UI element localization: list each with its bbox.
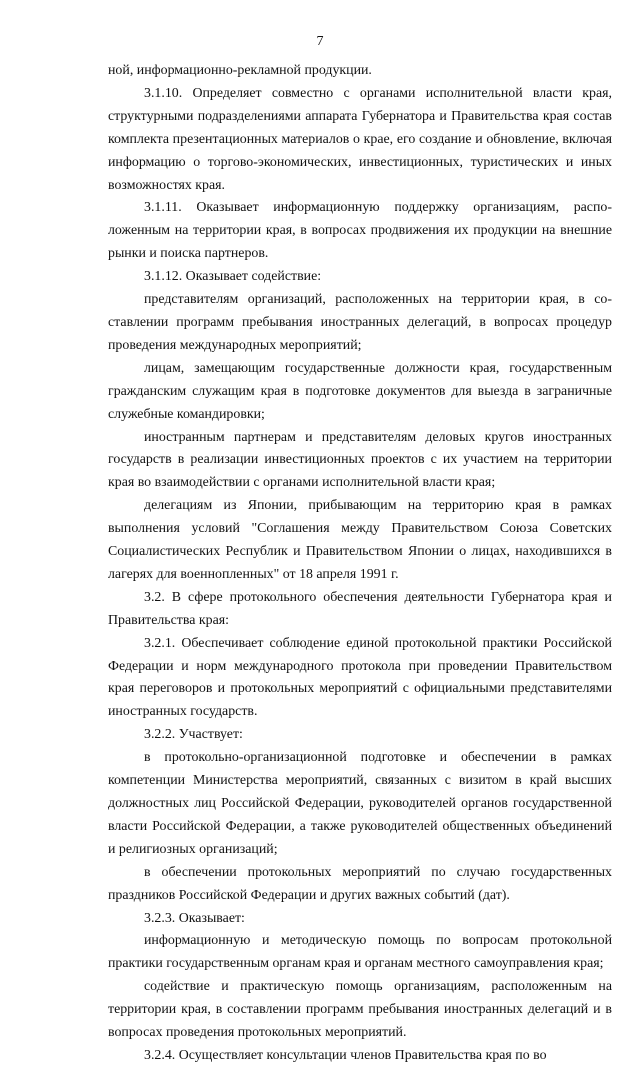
paragraph: делегациям из Японии, прибывающим на территорию края в рамках выполнения условий "Соглашения между Правительством Союза Советских Социалистических Республик и Правительством Японии о лицах, находившихся в лагерях для военнопленных" от 18 апреля 1991 г. xyxy=(108,498,612,582)
paragraph: в обеспечении протокольных мероприятий по случаю государственных праздников Российской Федерации и других важных событий (дат). xyxy=(108,864,612,903)
paragraph: содействие и практическую помощь организациям, расположенным на территории края, в составлении программ пребывания иностранных делегаций и в вопросах проведения протокольных мероприятий. xyxy=(108,979,612,1041)
paragraph: 3.1.11. Оказывает информационную поддержку организациям, расположенным на территории края, в вопросах продвижения их продукции на внешние рынки и поиска партнеров. xyxy=(108,200,612,262)
paragraph: иностранным партнерам и представителям деловых кругов иностранных государств в реализации инвестиционных проектов с их участием на территории края во взаимодействии с органами исполнительной власти края; xyxy=(108,429,612,491)
paragraph: 3.1.10. Определяет совместно с органами исполнительной власти края, структурными подразделениями аппарата Губернатора и Правительства края состав комплекта презентационных материалов о крае, его создание и обновление, включая информацию о торгово-экономических, инвестиционных, туристических и иных возможностях края. xyxy=(108,85,612,193)
paragraph: информационную и методическую помощь по вопросам протокольной практики государственным органам края и органам местного самоуправления края; xyxy=(108,933,612,972)
paragraph: 3.2.4. Осуществляет консультации членов Правительства края по во xyxy=(144,1047,547,1063)
paragraph: 3.2. В сфере протокольного обеспечения деятельности Губернатора края и Правительства края: xyxy=(108,589,612,628)
paragraph: ной, информационно-рекламной продукции. xyxy=(108,63,372,78)
paragraph: 3.2.2. Участвует: xyxy=(144,727,243,743)
document-body xyxy=(108,60,612,1068)
paragraph: 3.1.12. Оказывает содействие: xyxy=(144,269,322,285)
paragraph: лицам, замещающим государственные должности края, государственным гражданским служащим края в подготовке документов для выезда в заграничные служебные командировки; xyxy=(108,360,612,422)
paragraph: 3.2.3. Оказывает: xyxy=(144,910,245,926)
paragraph: в протокольно-организационной подготовке и обеспечении в рамках компетенции Министерства мероприятий, связанных с визитом в край высших должностных лиц Российской Федерации, руководителей органов государственной власти Российской Федерации, а также руководителей общественных объединений и религиозных организаций; xyxy=(108,750,612,857)
page-number: 7 xyxy=(316,34,324,49)
paragraph: представителям организаций, расположенных на территории края, в составлении программ пребывания иностранных делегаций, в вопросах процедур проведения международных мероприятий; xyxy=(108,292,612,353)
paragraph: 3.2.1. Обеспечивает соблюдение единой протокольной практики Российской Федерации и норм международного протокола при проведении Правительством края переговоров и протокольных мероприятий с официальными представителями иностранных государств. xyxy=(108,635,612,720)
